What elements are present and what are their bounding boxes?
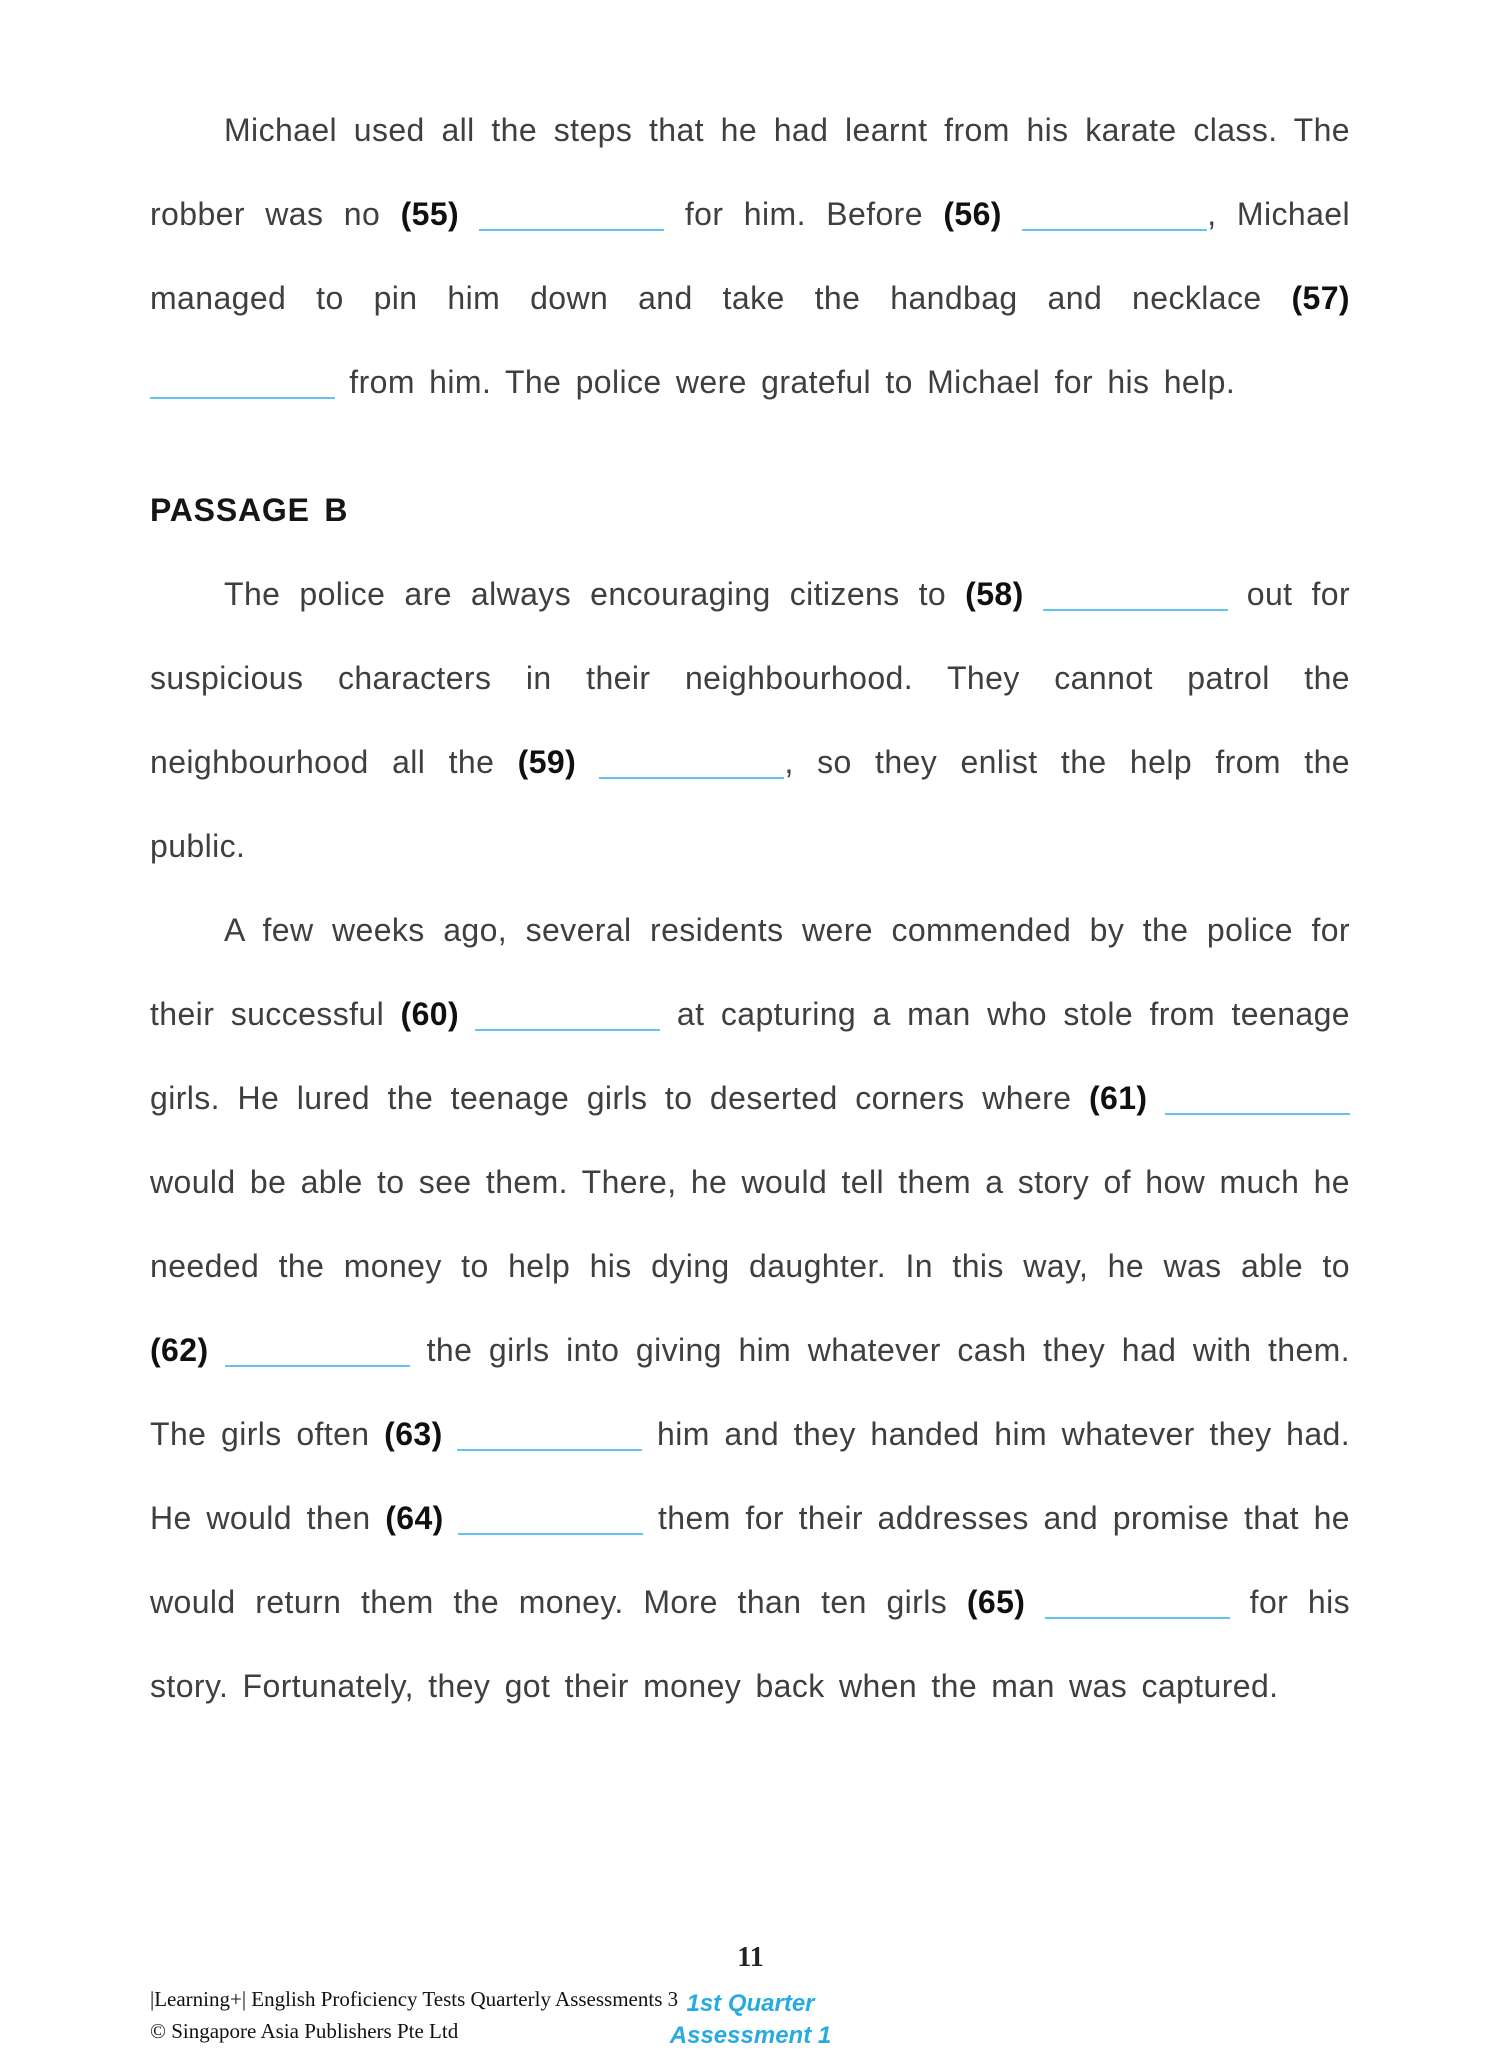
answer-blank-62 bbox=[225, 1355, 410, 1367]
question-number-58: (58) bbox=[965, 576, 1043, 612]
passage-heading: PASSAGE B bbox=[150, 492, 349, 528]
series-title: |Learning+| English Proficiency Tests Quarterly Assessments 3 bbox=[150, 1987, 679, 2011]
question-number-64: (64) bbox=[385, 1500, 459, 1536]
question-number-56: (56) bbox=[943, 196, 1023, 232]
copyright-line: © Singapore Asia Publishers Pte Ltd bbox=[150, 2018, 459, 2043]
answer-blank-59 bbox=[599, 767, 784, 779]
passages-section bbox=[150, 88, 1350, 1728]
question-number-57: (57) bbox=[1291, 280, 1350, 316]
assessment-label bbox=[0, 1988, 1501, 2053]
answer-blank-56 bbox=[1022, 219, 1207, 231]
question-number-55: (55) bbox=[400, 196, 480, 232]
question-number-61: (61) bbox=[1088, 1080, 1166, 1116]
answer-blank-63 bbox=[457, 1439, 642, 1451]
quarter-label: 1st Quarter bbox=[686, 1990, 815, 2017]
question-number-65: (65) bbox=[966, 1584, 1045, 1620]
answer-blank-57 bbox=[150, 387, 335, 399]
answer-blank-58 bbox=[1043, 599, 1228, 611]
question-number-59: (59) bbox=[517, 744, 600, 780]
question-number-62: (62) bbox=[150, 1332, 226, 1368]
answer-blank-55 bbox=[479, 219, 664, 231]
answer-blank-65 bbox=[1045, 1607, 1230, 1619]
passage-paragraph-3: The police are always encouraging citizens to (58) out for suspicious characters in their neighbourhood. They cannot patrol the neighbourhood all the (59) , so they enlist the help from the public. bbox=[150, 576, 1351, 864]
passage-paragraph-1: Michael used all the steps that he had learnt from his karate class. The robber was no (55) for him. Before (56) , Michael managed to pin him down and take the handbag and necklace (57) from him. The police were grateful to Michael for his help. bbox=[150, 112, 1350, 400]
assessment-number: Assessment 1 bbox=[669, 2022, 832, 2050]
question-number-60: (60) bbox=[400, 996, 476, 1032]
answer-blank-61 bbox=[1165, 1103, 1350, 1115]
answer-blank-60 bbox=[475, 1019, 660, 1031]
page-number: 11 bbox=[737, 1942, 764, 1973]
passage-paragraph-4: A few weeks ago, several residents were commended by the police for their successful (60) at capturing a man who stole from teenage girls. He lured the teenage girls to deserted corners where (61) would be able to see them. There, he would tell them a story of how much he needed the money to help his dying daughter. In this way, he was able to (62) the girls into giving him whatever cash they had with them. The girls often (63) him and they handed him whatever they had. He would then (64) them for their addresses and promise that he would return them the money. More than ten girls (65) for his story. Fortunately, they got their money back when the man was captured. bbox=[150, 912, 1351, 1704]
question-number-63: (63) bbox=[384, 1416, 458, 1452]
answer-blank-64 bbox=[458, 1523, 643, 1535]
